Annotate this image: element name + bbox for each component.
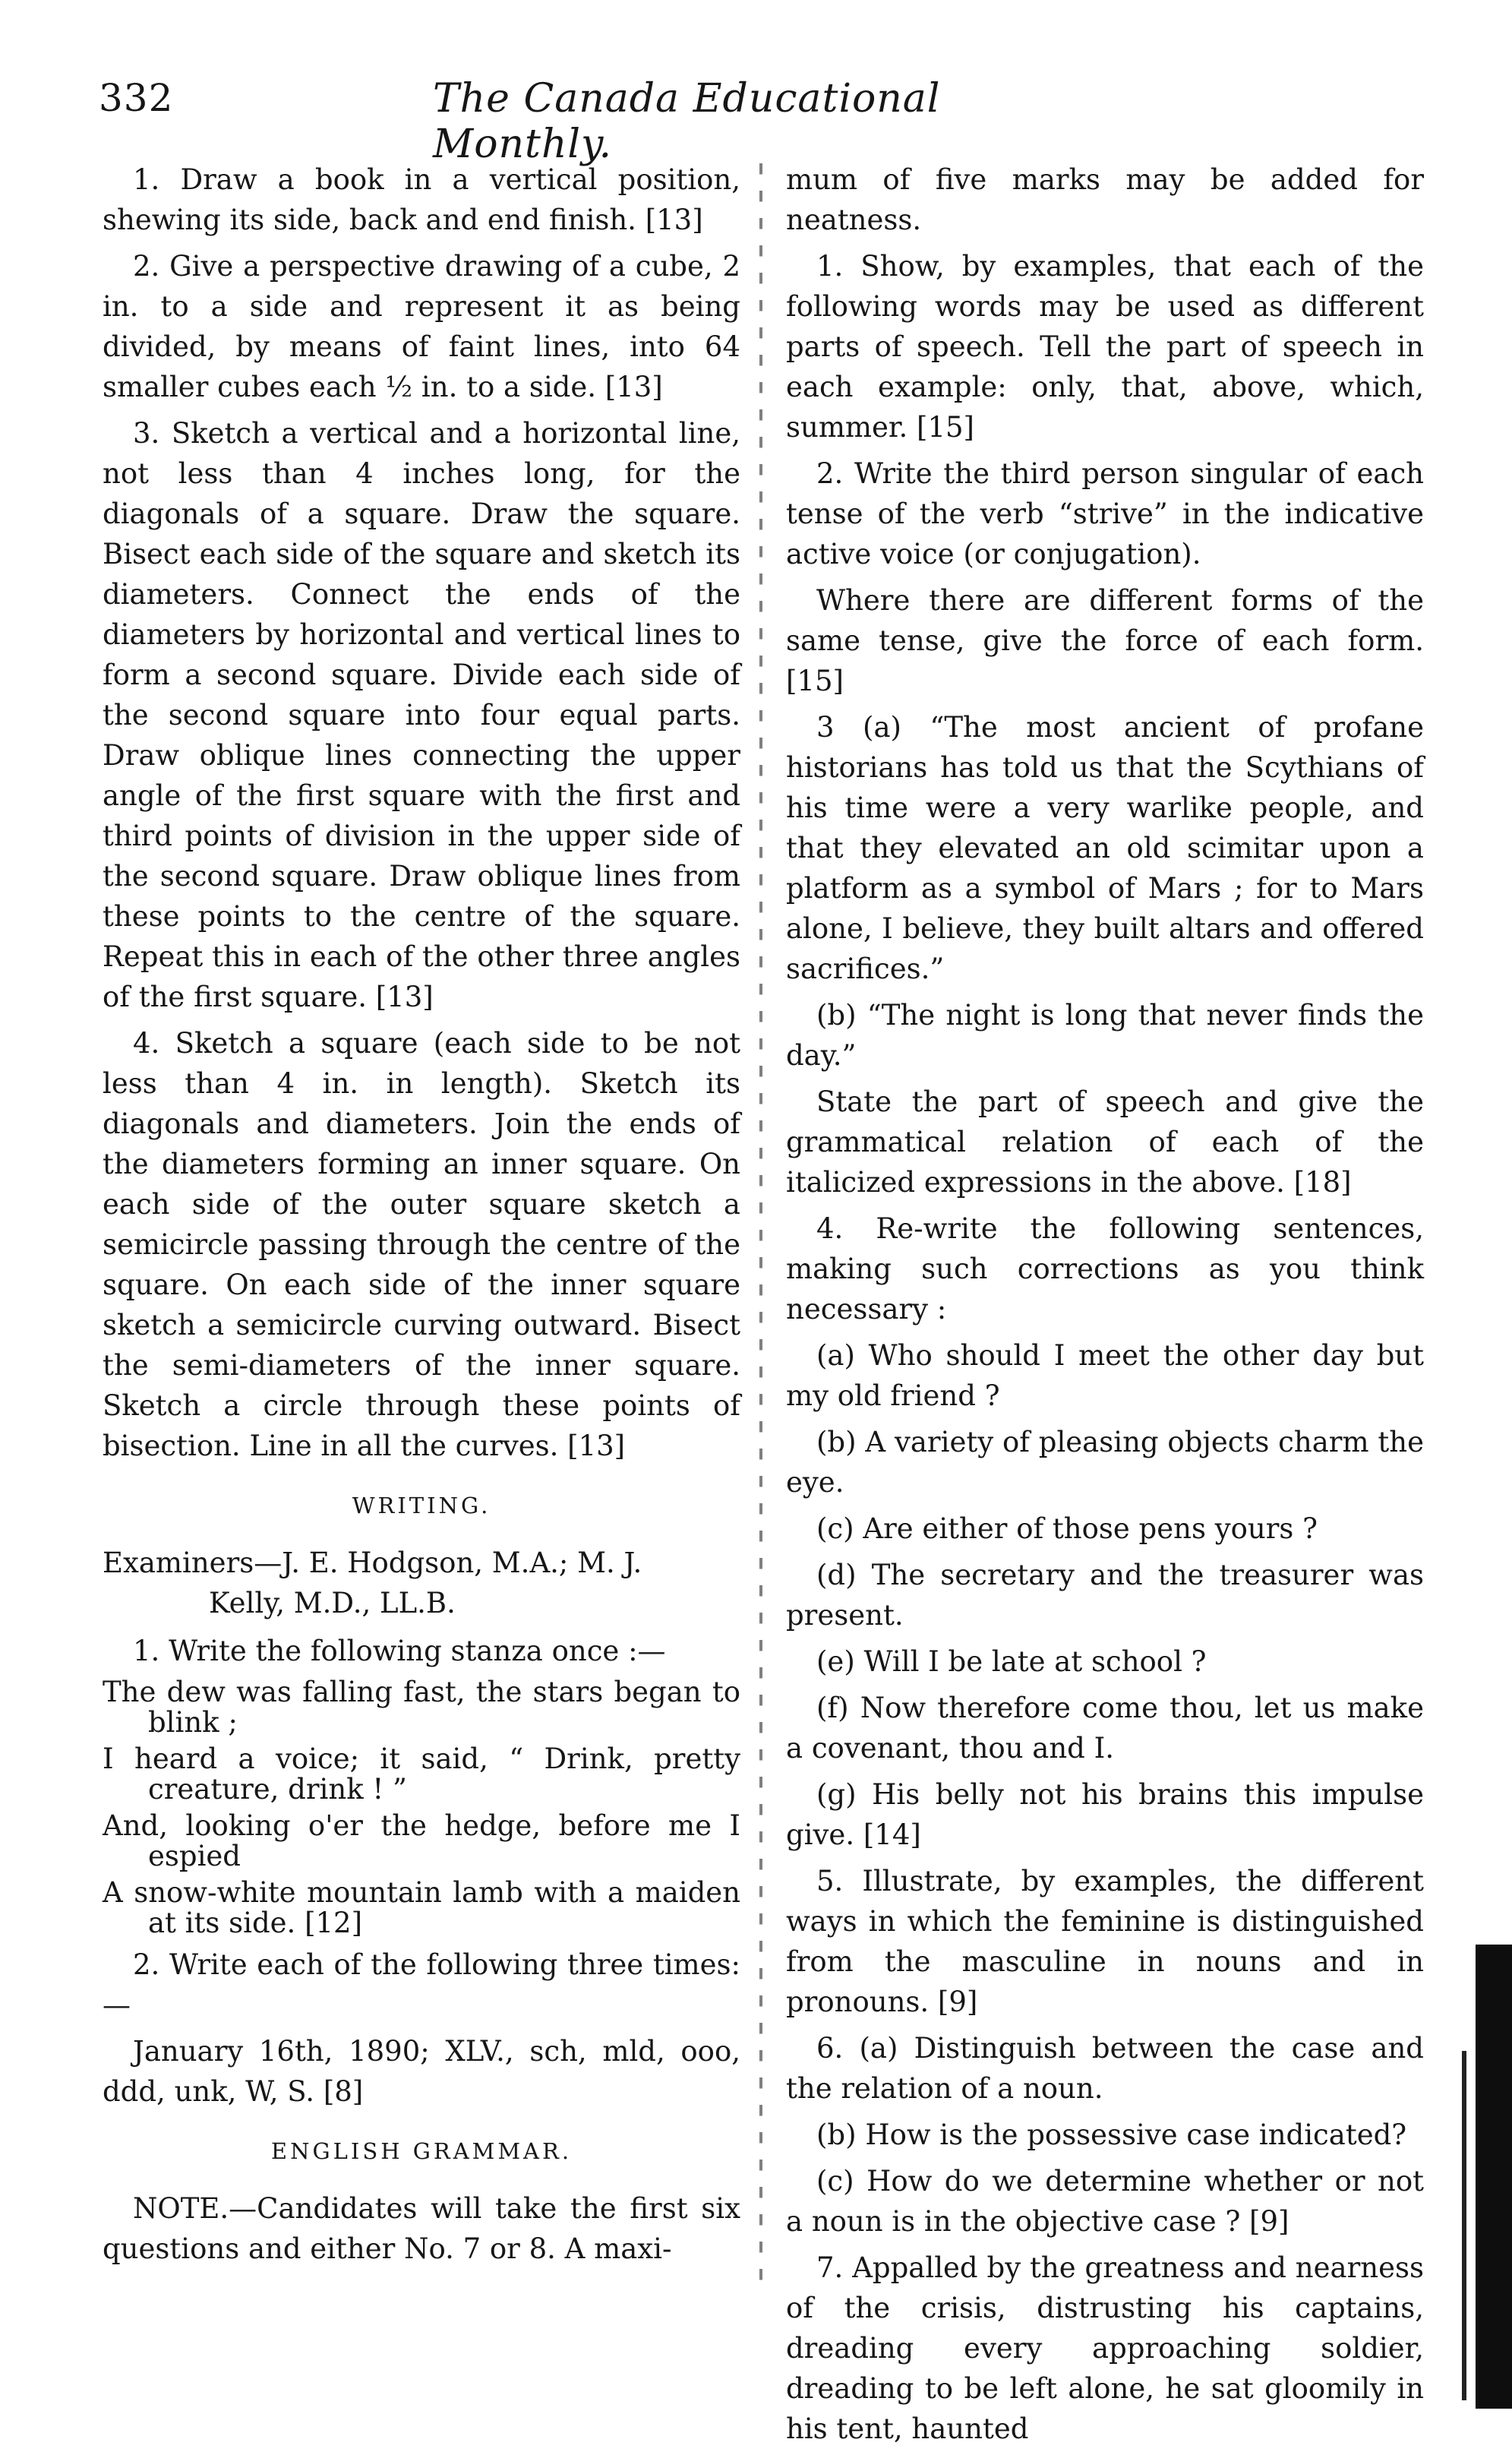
grammar-question-1: 1. Show, by examples, that each of the following words may be used as different parts of speech. Tell the part of speech in each example: only, that, above, which, summer. [15] — [786, 250, 1424, 444]
right-column — [786, 160, 1424, 2455]
grammar-question-4b: (b) A variety of pleasing objects charm the eye. — [786, 1426, 1424, 1499]
stanza-line: I heard a voice; it said, “ Drink, pretty creature, drink ! ” — [103, 1743, 740, 1806]
page-number: 332 — [99, 76, 174, 120]
stanza-line: A snow-white mountain lamb with a maiden at its side. [12] — [103, 1876, 740, 1939]
left-column — [103, 160, 740, 2275]
writing-question-2: 2. Write each of the following three times:— — [103, 1948, 740, 2021]
stanza-line: The dew was falling fast, the stars began to blink ; — [103, 1676, 740, 1739]
stanza-line: And, looking o'er the hedge, before me I espied — [103, 1809, 740, 1872]
grammar-question-4e: (e) Will I be late at school ? — [816, 1645, 1207, 1678]
drawing-question-3: 3. Sketch a vertical and a horizontal line, not less than 4 inches long, for the diagonals of a square. Draw the square. Bisect each side of the square and sketch its diameters. Connect the ends of the diameters by horizontal and vertical lines to form a second square. Divide each side of the second square into four equal parts. Draw oblique lines connecting the upper angle of the first square with the first and third points of division in the upper side of the second square. Draw oblique lines from these points to the centre of the square. Repeat this in each of the other three angles of the first square. [13] — [103, 417, 740, 1013]
scan-edge-shadow — [1476, 1945, 1512, 2409]
grammar-question-3-instruction: State the part of speech and give the grammatical relation of each of the italicized expressions in the above. [18] — [786, 1085, 1424, 1199]
grammar-question-4d: (d) The secretary and the treasurer was present. — [786, 1559, 1424, 1632]
drawing-question-1: 1. Draw a book in a vertical position, shewing its side, back and end finish. [13] — [103, 163, 740, 236]
drawing-question-4: 4. Sketch a square (each side to be not less than 4 in. in length). Sketch its diagonals and diameters. Join the ends of the diameters forming an inner square. On each side of the outer square sketch a semicircle passing through the centre of the square. On each side of the inner square sketch a semicircle curving outward. Bisect the semi-diameters of the inner square. Sketch a circle through these points of bisection. Line in all the curves. [13] — [103, 1027, 740, 1462]
grammar-question-6a: 6. (a) Distinguish between the case and the relation of a noun. — [786, 2032, 1424, 2105]
grammar-question-6b: (b) How is the possessive case indicated? — [816, 2119, 1407, 2151]
drawing-question-2: 2. Give a perspective drawing of a cube, 2 in. to a side and represent it as being divided, by means of faint lines, into 64 smaller cubes each ½ in. to a side. [13] — [103, 250, 740, 403]
writing-question-2-text: January 16th, 1890; XLV., sch, mld, ooo, ddd, unk, W, S. [8] — [103, 2035, 740, 2108]
scan-edge-line — [1462, 2051, 1466, 2400]
grammar-question-4a: (a) Who should I meet the other day but my old friend ? — [786, 1339, 1424, 1412]
grammar-note: NOTE.—Candidates will take the first six questions and either No. 7 or 8. A maxi- — [103, 2192, 740, 2265]
grammar-question-5: 5. Illustrate, by examples, the different ways in which the feminine is distinguished from the masculine in nouns and in pronouns. [9] — [786, 1865, 1424, 2018]
grammar-question-4c: (c) Are either of those pens yours ? — [816, 1512, 1318, 1545]
column-divider — [759, 163, 764, 2290]
grammar-note-continued: mum of five marks may be added for neatness. — [786, 163, 1424, 236]
section-heading-writing: WRITING. — [352, 1493, 491, 1518]
grammar-question-7: 7. Appalled by the greatness and nearness of the crisis, distrusting his captains, dreading every approaching soldier, dreading to be left alone, he sat gloomily in his tent, haunted — [786, 2251, 1424, 2445]
grammar-question-2: 2. Write the third person singular of each tense of the verb “strive” in the indicative active voice (or conjugation). — [786, 457, 1424, 570]
writing-question-1: 1. Write the following stanza once :— — [133, 1635, 666, 1667]
section-heading-english-grammar: ENGLISH GRAMMAR. — [270, 2138, 573, 2164]
grammar-question-4: 4. Re-write the following sentences, making such corrections as you think necessary : — [786, 1212, 1424, 1325]
grammar-question-4f: (f) Now therefore come thou, let us make a covenant, thou and I. — [786, 1692, 1424, 1765]
journal-title: The Canada Educational Monthly. — [433, 76, 941, 167]
examiners-line — [103, 1543, 740, 1623]
grammar-question-2-note: Where there are different forms of the same tense, give the force of each form. [15] — [786, 584, 1424, 697]
grammar-question-3b: (b) “The night is long that never finds the day.” — [786, 999, 1424, 1072]
grammar-question-3a: 3 (a) “The most ancient of profane historians has told us that the Scythians of his time were a very warlike people, and that they elevated an old scimitar upon a platform as a symbol of Mars ; for to Mars alone, I believe, they built altars and offered sacrifices.” — [786, 711, 1424, 985]
grammar-question-4g: (g) His belly not his brains this impulse give. [14] — [786, 1778, 1424, 1851]
page-header — [99, 76, 1094, 167]
stanza — [103, 1677, 740, 1938]
examiners-line-1: Examiners—J. E. Hodgson, M.A.; M. J. — [103, 1547, 642, 1579]
grammar-question-6c: (c) How do we determine whether or not a noun is in the objective case ? [9] — [786, 2165, 1424, 2238]
examiners-line-2: Kelly, M.D., LL.B. — [209, 1587, 456, 1619]
